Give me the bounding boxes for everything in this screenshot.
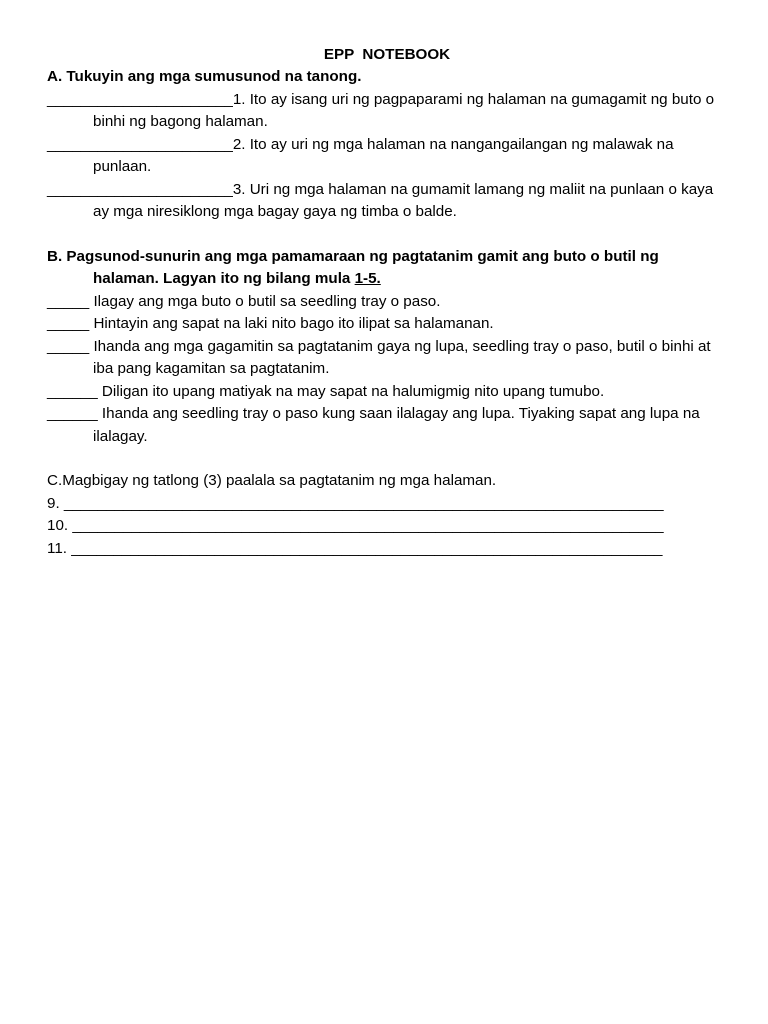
section-c-heading: C.Magbigay ng tatlong (3) paalala sa pagtatanim ng mga halaman. [47, 472, 497, 489]
section-b-range: 1-5. [354, 270, 381, 287]
section-a-heading: A. Tukuyin ang mga sumusunod na tanong. [47, 68, 362, 85]
section-b-item-2: _____ Hintayin ang sapat na laki nito bago ito ilipat sa halamanan. [47, 315, 494, 332]
section-b-item-1: _____ Ilagay ang mga buto o butil sa seedling tray o paso. [47, 292, 441, 310]
section-b-item-3: _____ Ihanda ang mga gagamitin sa pagtatanim gaya ng lupa, seedling tray o paso, butil o binhi at iba pang kagamitan sa pagtatanim. [47, 337, 711, 377]
section-b-item-4: ______ Diligan ito upang matiyak na may sapat na halumigmig nito upang tumubo. [47, 382, 605, 400]
section-c-item-10: 10. ______________________________________________________________________ [47, 517, 664, 534]
section-b-heading [47, 246, 727, 291]
page-title: EPP NOTEBOOK [323, 46, 451, 63]
section-a-item-3: ______________________3. Uri ng mga halaman na gumamit lamang ng maliit na punlaan o kaya ay mga niresiklong mga bagay gaya ng timba o balde. [47, 180, 714, 220]
worksheet [47, 44, 727, 560]
section-b-heading-text: B. Pagsunod-sunurin ang mga pamamaraan ng pagtatanim gamit ang buto o butil ng halaman. Lagyan ito ng bilang mula [47, 247, 659, 287]
section-a-item-1: ______________________1. Ito ay isang uri ng pagpaparami ng halaman na gumagamit ng buto o binhi ng bagong halaman. [47, 90, 715, 130]
section-c-item-11: 11. ______________________________________________________________________ [47, 539, 663, 557]
section-a-item-2: ______________________2. Ito ay uri ng mga halaman na nangangailangan ng malawak na punlaan. [47, 135, 674, 175]
spacer [47, 448, 727, 470]
section-b-item-5: ______ Ihanda ang seedling tray o paso kung saan ilalagay ang lupa. Tiyaking sapat ang lupa na ilalagay. [47, 405, 700, 445]
section-c-item-9: 9. _______________________________________________________________________ [47, 494, 664, 512]
spacer [47, 224, 727, 246]
